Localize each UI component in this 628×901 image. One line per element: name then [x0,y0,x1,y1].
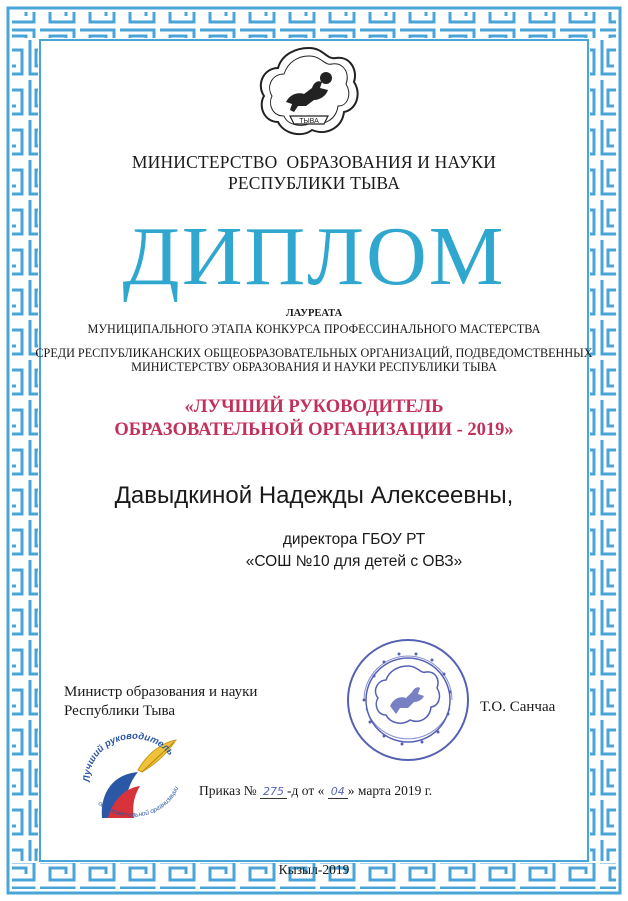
city-year: Кызыл-2019 [278,862,350,877]
minister-line-2: Республики Тыва [64,703,176,719]
position-line-2: «СОШ №10 для детей с ОВЗ» [245,553,463,570]
logo-text-1: Лучший руководитель [81,730,176,783]
nomination-line-2: ОБРАЗОВАТЕЛЬНОЙ ОРГАНИЗАЦИИ - 2019» [114,420,514,440]
order-day: 04 [328,785,348,799]
recipient-position [0,529,628,573]
official-stamp [344,636,472,764]
contest-description [0,322,628,374]
contest-line-3: МИНИСТЕРСТВУ ОБРАЗОВАНИЯ И НАУКИ РЕСПУБЛИКИ ТЫВА [131,360,497,374]
tuva-emblem [254,44,364,140]
order-prefix: Приказ № [199,783,257,798]
nomination-title [0,396,628,442]
nomination-line-1: «ЛУЧШИЙ РУКОВОДИТЕЛЬ [184,397,444,417]
ministry-line-1: МИНИСТЕРСТВО ОБРАЗОВАНИЯ И НАУКИ [131,152,497,172]
emblem-caption: ТЫВА [299,118,319,125]
signer-name: Т.О. Санчаа [480,699,556,715]
logo-text-2: образовательной организации [96,785,181,819]
contest-line-1: МУНИЦИПАЛЬНОГО ЭТАПА КОНКУРСА ПРОФЕССИНАЛЬНОГО МАСТЕРСТВА [87,322,541,336]
minister-title [64,683,257,721]
order-line [199,783,432,799]
contest-line-2: СРЕДИ РЕСПУБЛИКАНСКИХ ОБЩЕОБРАЗОВАТЕЛЬНЫХ ОРГАНИЗАЦИЙ, ПОДВЕДОМСТВЕННЫХ [35,346,593,360]
position-line-1: директора ГБОУ РТ [282,531,426,548]
ministry-heading [0,152,628,194]
minister-line-1: Министр образования и науки [64,684,258,700]
order-tail: » марта 2019 г. [347,783,433,798]
contest-logo [78,722,188,822]
ministry-line-2: РЕСПУБЛИКИ ТЫВА [227,173,401,193]
laureate-label: ЛАУРЕАТА [285,308,343,319]
order-suffix: -д от « [287,783,325,798]
recipient-name: Давыдкиной Надежды Алексеевны, [114,482,514,509]
order-number: 275 [260,785,287,799]
diploma-title: ДИПЛОМ [122,210,506,303]
